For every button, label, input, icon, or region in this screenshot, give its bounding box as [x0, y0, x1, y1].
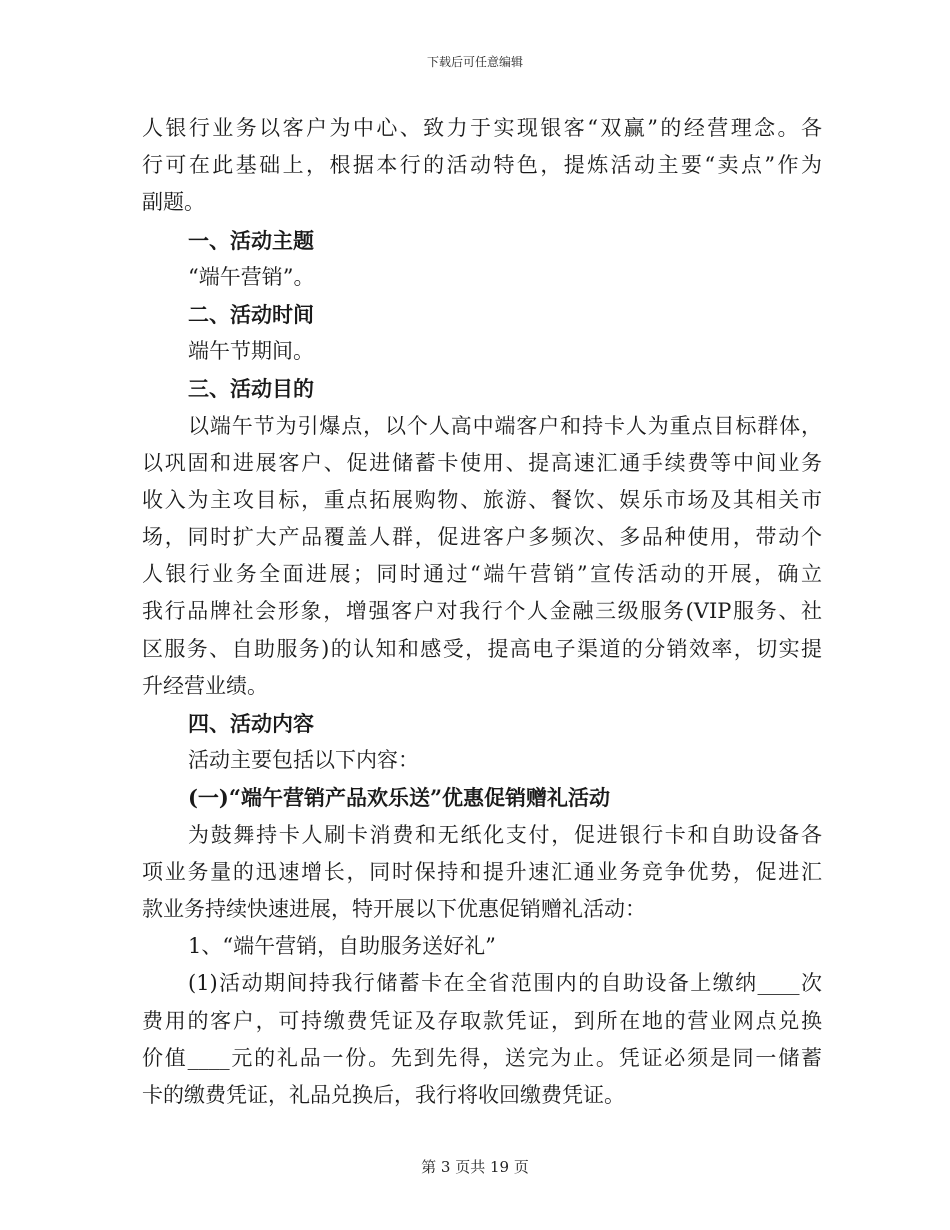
text-line: 以巩固和进展客户、促进储蓄卡使用、提高速汇通手续费等中间业务 [142, 450, 822, 475]
text-line: 费用的客户，可持缴费凭证及存取款凭证，到所在地的营业网点兑换 [142, 1008, 822, 1033]
text-line: 收入为主攻目标，重点拓展购物、旅游、餐饮、娱乐市场及其相关市 [142, 487, 822, 512]
text-line: 端午节期间。 [188, 339, 314, 364]
text-line: 卡的缴费凭证，礼品兑换后，我行将收回缴费凭证。 [142, 1082, 625, 1107]
document-body [142, 110, 822, 1114]
section-heading: 三、活动目的 [188, 376, 314, 402]
text-line: (1)活动期间持我行储蓄卡在全省范围内的自助设备上缴纳____次 [188, 971, 822, 996]
text-line: 我行品牌社会形象，增强客户对我行个人金融三级服务(VIP服务、社 [142, 599, 822, 624]
text-line: “端午营销”。 [188, 264, 315, 289]
text-line: 项业务量的迅速增长，同时保持和提升速汇通业务竞争优势，促进汇 [142, 859, 822, 884]
text-line: 以端午节为引爆点，以个人高中端客户和持卡人为重点目标群体， [188, 413, 822, 438]
text-line: 场，同时扩大产品覆盖人群，促进客户多频次、多品种使用，带动个 [142, 525, 822, 550]
text-line: 人银行业务以客户为中心、致力于实现银客“双赢”的经营理念。各 [142, 116, 822, 140]
text-line: 1、“端午营销，自助服务送好礼” [188, 934, 496, 959]
text-line: 人银行业务全面进展；同时通过“端午营销”宣传活动的开展，确立 [142, 562, 822, 587]
text-line: 副题。 [142, 190, 205, 215]
section-heading: (一)“端午营销产品欢乐送”优惠促销赠礼活动 [188, 785, 611, 811]
section-heading: 一、活动主题 [188, 227, 314, 253]
text-line: 款业务持续快速进展，特开展以下优惠促销赠礼活动： [142, 896, 646, 921]
section-heading: 四、活动内容 [188, 711, 314, 736]
text-line: 区服务、自助服务)的认知和感受，提高电子渠道的分销效率，切实提 [142, 636, 822, 661]
page-header: 下载后可任意编辑 [426, 55, 523, 69]
section-heading: 二、活动时间 [188, 301, 314, 327]
text-line: 活动主要包括以下内容： [188, 748, 419, 773]
text-line: 为鼓舞持卡人刷卡消费和无纸化支付，促进银行卡和自助设备各 [188, 822, 822, 847]
text-line: 升经营业绩。 [142, 673, 268, 698]
text-line: 价值____元的礼品一份。先到先得，送完为止。凭证必须是同一储蓄 [142, 1045, 822, 1070]
page-footer: 第 3 页共 19 页 [421, 1158, 529, 1176]
text-line: 行可在此基础上，根据本行的活动特色，提炼活动主要“卖点”作为 [142, 153, 822, 178]
